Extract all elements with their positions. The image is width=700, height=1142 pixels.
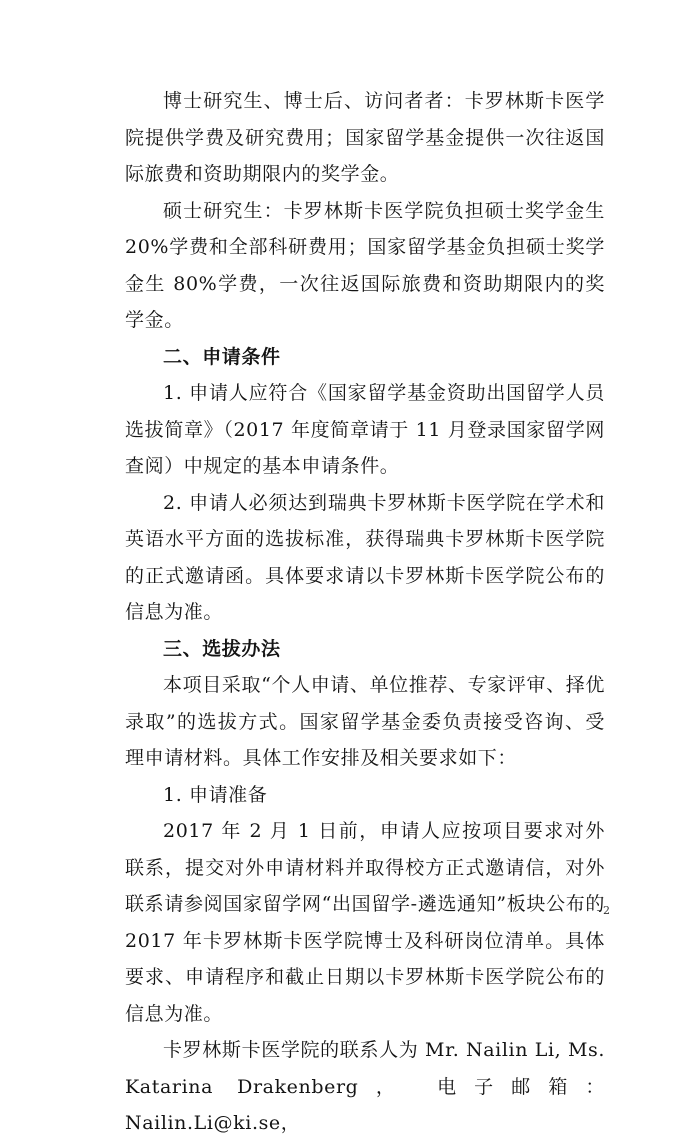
heading-application-conditions: 二、申请条件 [163, 345, 281, 368]
paragraph-condition-1: 1. 申请人应符合《国家留学基金资助出国留学人员选拔简章》（2017 年度简章请于 11 月登录国家留学网查阅）中规定的基本申请条件。 [125, 382, 605, 477]
page-number: 2 [603, 904, 610, 917]
paragraph-contact-info: 卡罗林斯卡医学院的联系人为 Mr. Nailin Li, Ms. Katarina Drakenberg， 电子邮箱： Nailin.Li@ki.se， [125, 1039, 605, 1134]
paragraph-application-preparation: 1. 申请准备 [163, 783, 268, 806]
paragraph-funding-phd: 博士研究生、博士后、访问者者：卡罗林斯卡医学院提供学费及研究费用；国家留学基金提供一次往返国际旅费和资助期限内的奖学金。 [125, 90, 605, 185]
paragraph-selection-intro: 本项目采取“个人申请、单位推荐、专家评审、择优录取”的选拔方式。国家留学基金委负责接受咨询、受理申请材料。具体工作安排及相关要求如下： [125, 674, 605, 769]
paragraph-condition-2: 2. 申请人必须达到瑞典卡罗林斯卡医学院在学术和英语水平方面的选拔标准，获得瑞典卡罗林斯卡医学院的正式邀请函。具体要求请以卡罗林斯卡医学院公布的信息为准。 [125, 491, 605, 623]
paragraph-funding-master: 硕士研究生：卡罗林斯卡医学院负担硕士奖学金生 20%学费和全部科研费用；国家留学基金负担硕士奖学金生 80%学费，一次往返国际旅费和资助期限内的奖学金。 [125, 199, 605, 331]
heading-selection-method: 三、选拔办法 [163, 637, 281, 660]
document-body [125, 83, 605, 1142]
paragraph-deadline-info: 2017 年 2 月 1 日前，申请人应按项目要求对外联系，提交对外申请材料并取得校方正式邀请信，对外联系请参阅国家留学网“出国留学-遴选通知”板块公布的 2017 年卡罗林斯卡医学院博士及科研岗位清单。具体要求、申请程序和截止日期以卡罗林斯卡医学院公布的信息为准。 [125, 820, 605, 1025]
